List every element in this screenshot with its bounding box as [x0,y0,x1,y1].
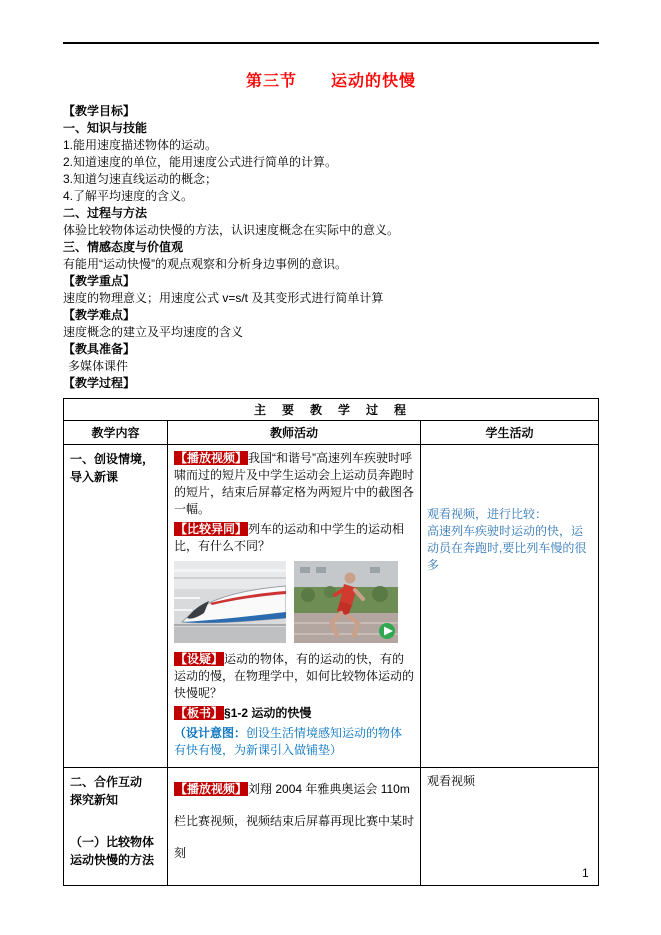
body-line-teaching-goal-header: 【教学目标】 [63,104,136,118]
play-video-label-2: 【播放视频】 [175,782,248,796]
body-line-process-header: 【教学过程】 [63,376,136,390]
body-line-difficulty-header: 【教学难点】 [63,308,136,322]
body-line: 1.能用速度描述物体的运动。 [63,138,218,152]
table-header-row [64,421,599,445]
row2-student-note: 观看视频 [427,774,476,788]
play-video-text: 我国“和谐号”高速列车疾驶时呼啸而过的短片及中学生运动会上运动员奔跑时的短片，结束后屏幕定格为两短片中的截图各一幅。 [174,451,415,516]
play-badge-icon [379,623,395,639]
body-line-aids-header: 【教具准备】 [63,342,136,356]
teacher-block-question [174,651,414,702]
body-line: 体验比较物体运动快慢的方法，认识速度概念在实际中的意义。 [63,223,400,237]
table-title: 主 要 教 学 过 程 [64,399,599,421]
row2-student-cell [421,768,599,886]
row2-content-subheading: （一）比较物体运动快慢的方法 [70,835,155,867]
snapshot-images [174,561,414,643]
compare-label: 【比较异同】 [175,522,248,536]
body-line: 速度的物理意义；用速度公式 v=s/t 及其变形式进行简单计算 [63,291,384,305]
table-title-row [64,399,599,421]
column-header-student-activity: 学生活动 [421,421,599,445]
question-text: 运动的物体，有的运动的快，有的运动的慢，在物理学中，如何比较物体运动的快慢呢？ [174,652,415,700]
page-title: 第三节 运动的快慢 [245,73,416,90]
runner-image [294,561,398,643]
play-video-text-2: 刘翔 2004 年雅典奥运会 110m 栏比赛视频，视频结束后屏幕再现比赛中某时刻 [174,782,415,860]
row2-content-heading-line2: 探究新知 [70,793,119,807]
board-label: 【板书】 [175,706,224,720]
teacher-block-board [174,705,414,722]
table-row-2 [64,768,599,886]
design-intent-text: 创设生活情境感知运动的物体有快有慢，为新课引入做铺垫） [174,726,403,757]
page-number: 1 [582,866,589,880]
table-row-1 [64,445,599,768]
student-note-line2: 高速列车疾驶时运动的快，运动员在奔跑时,要比列车慢的很多 [427,524,587,572]
body-line: 3.知道匀速直线运动的概念； [63,172,218,186]
row1-content-cell [64,445,168,768]
teacher-block-compare [174,521,414,555]
design-intent-label: （设计意图： [174,726,247,740]
column-header-teacher-activity: 教师活动 [168,421,421,445]
play-video-label: 【播放视频】 [175,451,248,465]
train-image [174,561,286,643]
body-line: 有能用“运动快慢”的观点观察和分析身边事例的意识。 [63,257,347,271]
body-line-key-points-header: 【教学重点】 [63,274,136,288]
question-label: 【设疑】 [175,652,224,666]
row1-teacher-cell [168,445,421,768]
student-note-line1: 观看视频，进行比较： [427,507,548,521]
row1-student-cell [421,445,599,768]
row2-content-cell [64,768,168,886]
column-header-teaching-content: 教学内容 [64,421,168,445]
body-line: 2.知道速度的单位，能用速度公式进行简单的计算。 [63,155,338,169]
design-intent-note [174,725,414,759]
lesson-process-table [63,398,599,886]
body-line: 多媒体课件 [68,359,129,373]
body-line-knowledge-skills: 一、知识与技能 [63,121,148,135]
document-content [63,42,599,886]
teacher-block-play-video [174,450,414,518]
header-rule [63,42,599,44]
row2-content-heading-line1: 二、合作互动 [70,775,143,789]
body-line: 4.了解平均速度的含义。 [63,189,194,203]
row2-teacher-cell [168,768,421,886]
body-line-attitude-values: 三、情感态度与价值观 [63,240,184,254]
body-line: 速度概念的建立及平均速度的含义 [63,325,244,339]
row1-content-heading: 一、创设情境，导入新课 [70,452,155,484]
board-text: §1-2 运动的快慢 [224,706,312,720]
compare-text: 列车的运动和中学生的运动相比，有什么不同？ [174,522,405,553]
body-line-process-method: 二、过程与方法 [63,206,148,220]
